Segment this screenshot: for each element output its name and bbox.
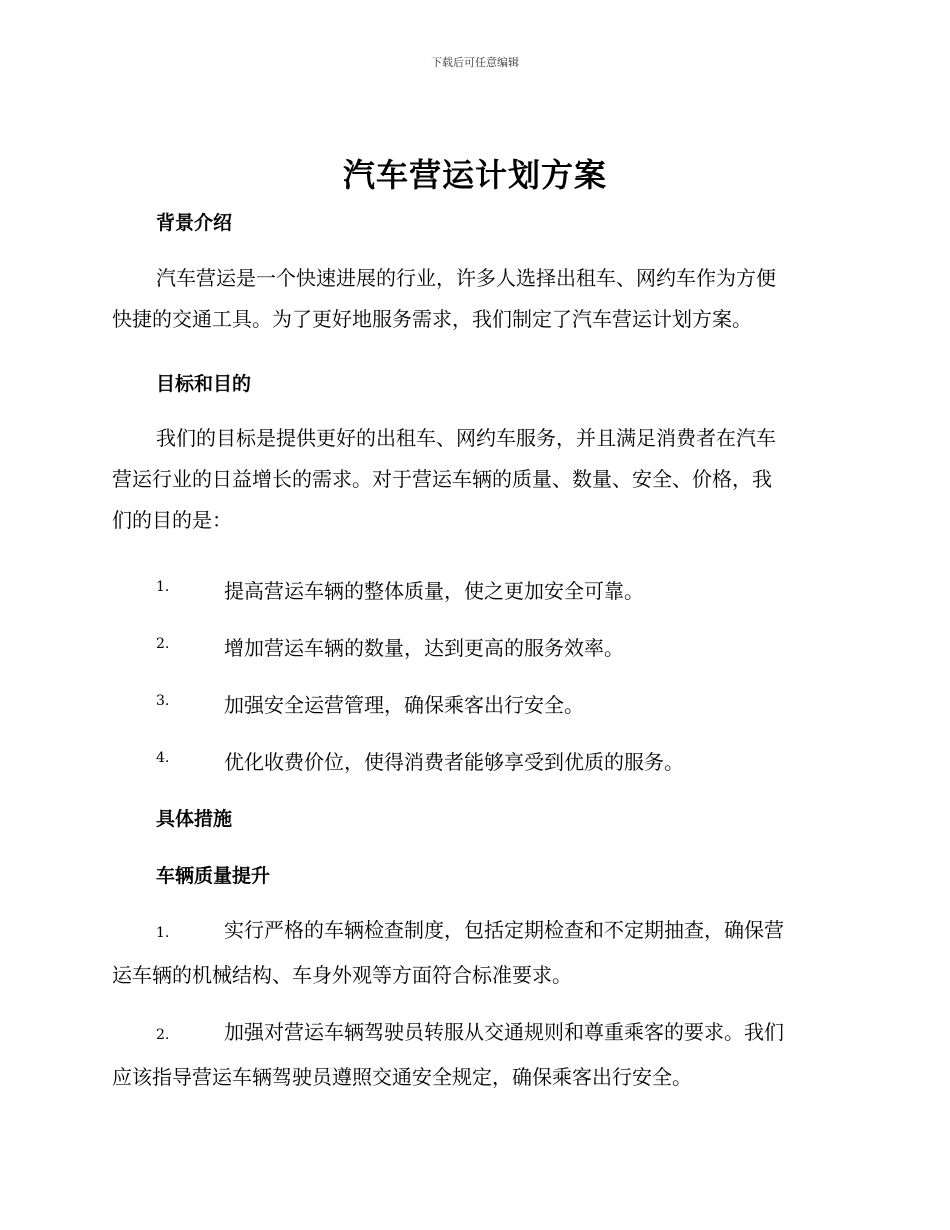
- list-number: 4.: [156, 750, 170, 766]
- paragraph-line: 快捷的交通工具。为了更好地服务需求，我们制定了汽车营运计划方案。: [112, 307, 752, 331]
- list-number: 1.: [156, 925, 170, 941]
- heading-goals: 目标和目的: [156, 373, 252, 395]
- document-title: 汽车营运计划方案: [342, 156, 607, 194]
- heading-background: 背景介绍: [156, 212, 233, 234]
- list-line: [112, 1010, 832, 1055]
- list-item: [156, 575, 644, 604]
- list-line: [112, 908, 832, 953]
- paragraph-line: 汽车营运是一个快速进展的行业，许多人选择出租车、网约车作为方便: [156, 266, 776, 290]
- list-item: [156, 689, 584, 718]
- list-text-continued: 运车辆的机械结构、车身外观等方面符合标准要求。: [112, 963, 572, 987]
- list-item: [112, 1010, 832, 1100]
- list-text: 加强对营运车辆驾驶员转服从交通规则和尊重乘客的要求。我们: [224, 1020, 784, 1044]
- list-item: [156, 746, 684, 775]
- list-item: [156, 632, 624, 661]
- list-number: 2.: [156, 1027, 170, 1043]
- heading-quality: 车辆质量提升: [156, 865, 271, 887]
- paragraph-goals: [112, 418, 832, 541]
- page-header: 下载后可任意编辑: [431, 56, 519, 69]
- list-item: [112, 908, 832, 998]
- heading-measures: 具体措施: [156, 808, 233, 830]
- paragraph-line: 我们的目标是提供更好的出租车、网约车服务，并且满足消费者在汽车: [156, 426, 776, 450]
- list-number: 3.: [156, 693, 170, 709]
- paragraph-background: [112, 258, 832, 340]
- list-text: 优化收费价位，使得消费者能够享受到优质的服务。: [224, 750, 684, 774]
- list-number: 1.: [156, 579, 170, 595]
- paragraph-line: 们的目的是：: [112, 508, 232, 532]
- list-number: 2.: [156, 636, 170, 652]
- list-text: 实行严格的车辆检查制度，包括定期检查和不定期抽查，确保营: [224, 918, 784, 942]
- list-text: 增加营运车辆的数量，达到更高的服务效率。: [224, 636, 624, 660]
- list-text: 加强安全运营管理，确保乘客出行安全。: [224, 693, 584, 717]
- paragraph-line: 营运行业的日益增长的需求。对于营运车辆的质量、数量、安全、价格，我: [112, 467, 772, 491]
- list-text: 提高营运车辆的整体质量，使之更加安全可靠。: [224, 579, 644, 603]
- list-text-continued: 应该指导营运车辆驾驶员遵照交通安全规定，确保乘客出行安全。: [112, 1065, 692, 1089]
